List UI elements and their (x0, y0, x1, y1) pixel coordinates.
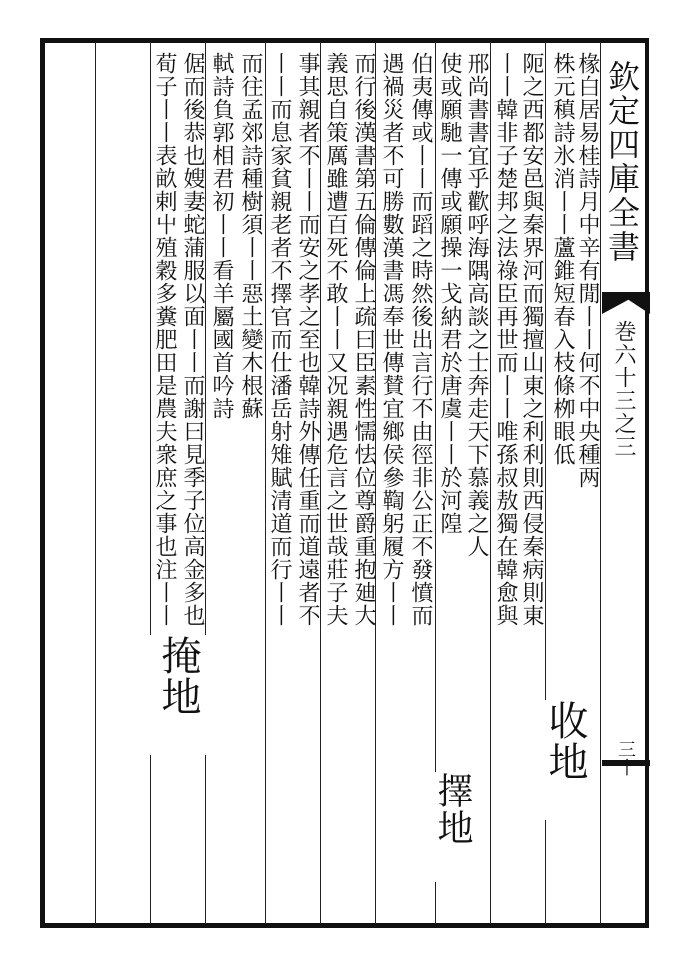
volume-label: 巻六十三之三 (611, 320, 636, 458)
text-column-14: 軾詩負郭相君初丨丨看羊屬國首吟詩 (209, 52, 234, 420)
text-column-15: 倨而後恭也嫂妻蛇蒲服以面丨丨而謝曰見季子位高金多也 (180, 52, 205, 627)
text-column-8: 遇禍災者不可勝數漢書馮奉世傳賛宜鄉侯參鞫躬履方丨丨 (379, 52, 404, 627)
text-column-9: 而行後漢書第五倫傳倫上疏曰臣素性懦怯位尊爵重抱廸大 (351, 52, 376, 627)
book-title: 欽定四庫全書 (603, 60, 641, 264)
text-column-7: 伯夷傳或丨丨而蹈之時然後出言行不由徑非公正不發憤而 (408, 52, 433, 627)
folio-number: 三十 (615, 740, 636, 776)
headword-ze-di: 擇地 (430, 772, 474, 882)
headword-shou-di: 收地 (540, 700, 590, 820)
text-column-13: 而往孟郊詩種樹須丨丨惡土變木根蘇 (238, 52, 263, 420)
text-column-5: 邢尚書書宜乎歡呼海隅高談之士奔走天下慕義之人 (464, 52, 489, 558)
text-column-12: 丨丨而息家貧親老者不擇官而仕潘岳射雉賦清道而行丨丨 (267, 52, 292, 627)
text-column-4: 丨丨韓非子楚邦之法祿臣再世而丨丨唯孫叔敖獨在韓愈與 (493, 52, 518, 627)
text-column-2: 株元稹詩氷消丨丨蘆錐短春入枝條栁眼低 (550, 52, 575, 466)
text-column-10: 義思自策厲雖遭百死不敢丨丨又况親遇危言之世哉莊子夫 (323, 52, 348, 627)
headword-yan-di: 掩地 (150, 635, 206, 755)
column-rule (490, 42, 491, 924)
column-rule (95, 42, 96, 924)
text-column-3: 阨之西都安邑與秦界河而獨擅山東之利利則西侵秦病則東 (519, 52, 544, 627)
text-column-6: 使或願馳一傳或願操一戈納君於唐虞丨丨於河隍 (437, 52, 462, 535)
text-column-16: 荀子丨丨表畝剌屮殖穀多糞肥田是農夫衆庶之事也注丨丨 (152, 52, 177, 627)
text-column-11: 事其親者不丨丨而安之孝之至也韓詩外傳任重而道遠者不 (295, 52, 320, 627)
text-column-1: 椽白居易桂詩月中辛有閒丨丨何不中央種两 (575, 52, 600, 489)
